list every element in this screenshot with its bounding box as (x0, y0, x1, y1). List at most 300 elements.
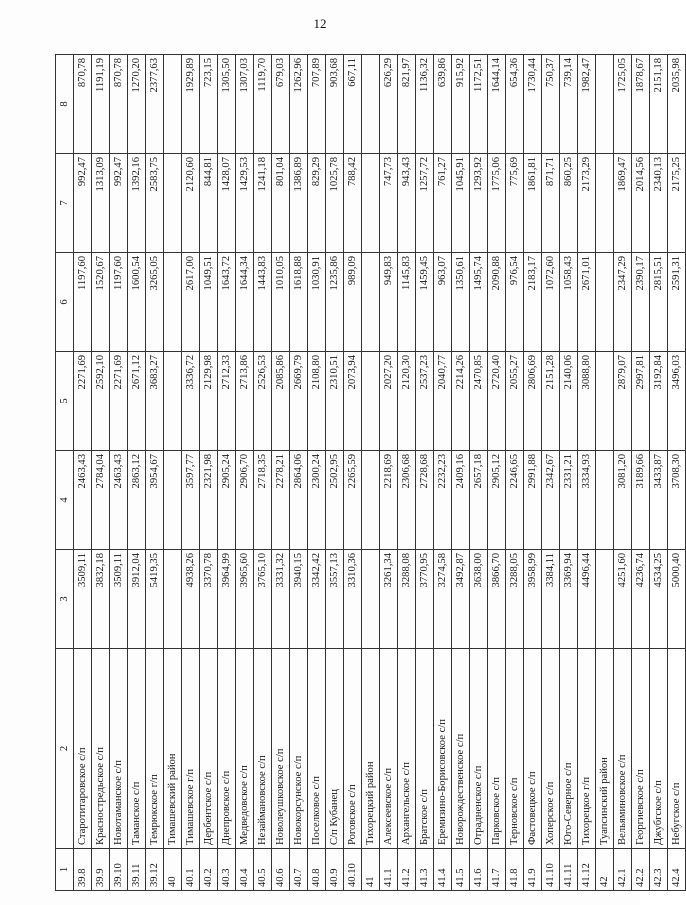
row-name-cell: Роговское с/п (344, 649, 362, 849)
value-cell-col8: 1725,05 (614, 55, 632, 154)
value-cell-col7 (596, 154, 614, 253)
value-cell-col5: 2669,79 (290, 352, 308, 451)
row-name-cell: Медведовское с/п (236, 649, 254, 849)
column-header: 5 (56, 352, 74, 451)
value-cell-col8: 1929,89 (182, 55, 200, 154)
value-cell-col6: 1350,61 (452, 253, 470, 352)
row-name-cell: Новотаманское с/п (110, 649, 128, 849)
value-cell-col6: 2591,31 (668, 253, 686, 352)
value-cell-col3: 3770,95 (416, 550, 434, 649)
value-cell-col5: 2271,69 (110, 352, 128, 451)
value-cell-col3: 4251,60 (614, 550, 632, 649)
value-cell-col5: 3192,84 (650, 352, 668, 451)
row-code-cell: 42.2 (632, 849, 650, 891)
value-cell-col5: 2470,85 (470, 352, 488, 451)
value-cell-col4: 3708,30 (668, 451, 686, 550)
value-cell-col4: 2905,24 (218, 451, 236, 550)
row-code-cell: 41.12 (578, 849, 596, 891)
row-code-cell: 40.7 (290, 849, 308, 891)
value-cell-col6 (362, 253, 380, 352)
value-cell-col3 (596, 550, 614, 649)
value-cell-col6: 1197,60 (110, 253, 128, 352)
table-row (596, 55, 614, 891)
value-cell-col4: 2265,59 (344, 451, 362, 550)
value-cell-col5: 2073,94 (344, 352, 362, 451)
row-code-cell: 40.10 (344, 849, 362, 891)
value-cell-col7: 2014,56 (632, 154, 650, 253)
value-cell-col3: 3964,99 (218, 550, 236, 649)
value-cell-col6 (164, 253, 182, 352)
row-name-cell: Еремизино-Борисовское с/п (434, 649, 452, 849)
value-cell-col8: 639,86 (434, 55, 452, 154)
table-row (632, 55, 650, 891)
column-header: 2 (56, 649, 74, 849)
value-cell-col6: 1495,74 (470, 253, 488, 352)
value-cell-col4: 2863,12 (128, 451, 146, 550)
value-cell-col6: 976,54 (506, 253, 524, 352)
value-cell-col8: 667,11 (344, 55, 362, 154)
table-row (488, 55, 506, 891)
value-cell-col8: 750,37 (542, 55, 560, 154)
value-cell-col6: 1459,45 (416, 253, 434, 352)
value-cell-col4: 2905,12 (488, 451, 506, 550)
value-cell-col5: 2712,33 (218, 352, 236, 451)
row-code-cell: 42.3 (650, 849, 668, 891)
value-cell-col5: 2214,26 (452, 352, 470, 451)
row-code-cell: 41.10 (542, 849, 560, 891)
value-cell-col6: 963,07 (434, 253, 452, 352)
value-cell-col4: 2321,98 (200, 451, 218, 550)
value-cell-col6 (596, 253, 614, 352)
row-name-cell: Отрадненское с/п (470, 649, 488, 849)
table-body (74, 55, 686, 891)
value-cell-col4: 2991,88 (524, 451, 542, 550)
value-cell-col7: 1045,91 (452, 154, 470, 253)
table-row (380, 55, 398, 891)
value-cell-col4 (362, 451, 380, 550)
row-code-cell: 39.12 (146, 849, 164, 891)
value-cell-col7: 775,69 (506, 154, 524, 253)
value-cell-col3 (362, 550, 380, 649)
value-cell-col6: 1145,83 (398, 253, 416, 352)
value-cell-col3: 3342,42 (308, 550, 326, 649)
value-cell-col3: 5000,40 (668, 550, 686, 649)
table-row (200, 55, 218, 891)
value-cell-col8 (362, 55, 380, 154)
value-cell-col4: 2278,21 (272, 451, 290, 550)
table-row (434, 55, 452, 891)
row-name-cell: Днепровское с/п (218, 649, 236, 849)
table-row (344, 55, 362, 891)
value-cell-col4: 2306,68 (398, 451, 416, 550)
value-cell-col7: 1293,92 (470, 154, 488, 253)
value-cell-col6: 2815,51 (650, 253, 668, 352)
value-cell-col8: 1270,20 (128, 55, 146, 154)
value-cell-col4: 3081,20 (614, 451, 632, 550)
value-cell-col6: 1443,83 (254, 253, 272, 352)
value-cell-col7: 829,29 (308, 154, 326, 253)
row-name-cell: Фастовецкое с/п (524, 649, 542, 849)
row-name-cell: Дербентское с/п (200, 649, 218, 849)
value-cell-col8: 679,03 (272, 55, 290, 154)
table-row (452, 55, 470, 891)
value-cell-col4: 3597,77 (182, 451, 200, 550)
row-name-cell: Хоперское с/п (542, 649, 560, 849)
table-row (74, 55, 92, 891)
row-code-cell: 39.8 (74, 849, 92, 891)
row-code-cell: 41.6 (470, 849, 488, 891)
table-row (110, 55, 128, 891)
row-name-cell: Тимашевский район (164, 649, 182, 849)
value-cell-col6: 989,09 (344, 253, 362, 352)
table-row (560, 55, 578, 891)
value-cell-col8: 915,92 (452, 55, 470, 154)
value-cell-col7: 1025,78 (326, 154, 344, 253)
row-code-cell: 42.4 (668, 849, 686, 891)
value-cell-col5: 2085,86 (272, 352, 290, 451)
value-cell-col6: 1072,60 (542, 253, 560, 352)
table-row (416, 55, 434, 891)
value-cell-col3: 3866,70 (488, 550, 506, 649)
value-cell-col3: 3912,04 (128, 550, 146, 649)
value-cell-col5: 2271,69 (74, 352, 92, 451)
table-row (362, 55, 380, 891)
value-cell-col7: 801,04 (272, 154, 290, 253)
value-cell-col3: 5419,35 (146, 550, 164, 649)
value-cell-col4 (596, 451, 614, 550)
value-cell-col5 (362, 352, 380, 451)
value-cell-col7: 1386,89 (290, 154, 308, 253)
column-header: 8 (56, 55, 74, 154)
value-cell-col7: 1775,06 (488, 154, 506, 253)
value-cell-col5: 2120,30 (398, 352, 416, 451)
row-name-cell: Георгиевское с/п (632, 649, 650, 849)
row-code-cell: 40.4 (236, 849, 254, 891)
row-name-cell: Туапсинский район (596, 649, 614, 849)
row-code-cell: 41.3 (416, 849, 434, 891)
row-name-cell: Тимашевское г/п (182, 649, 200, 849)
value-cell-col4: 3433,87 (650, 451, 668, 550)
row-code-cell: 40.2 (200, 849, 218, 891)
value-cell-col8: 1191,19 (92, 55, 110, 154)
value-cell-col4: 3334,93 (578, 451, 596, 550)
value-cell-col3: 3509,11 (110, 550, 128, 649)
value-cell-col7 (362, 154, 380, 253)
row-code-cell: 40.3 (218, 849, 236, 891)
value-cell-col4: 2218,69 (380, 451, 398, 550)
value-cell-col8: 1262,96 (290, 55, 308, 154)
value-cell-col7: 1428,07 (218, 154, 236, 253)
value-cell-col5: 2310,51 (326, 352, 344, 451)
value-cell-col3: 3261,34 (380, 550, 398, 649)
value-cell-col3: 3492,87 (452, 550, 470, 649)
value-cell-col5: 2806,69 (524, 352, 542, 451)
row-name-cell: Поселковое с/п (308, 649, 326, 849)
value-cell-col4: 2502,95 (326, 451, 344, 550)
table-row (542, 55, 560, 891)
table-row (182, 55, 200, 891)
row-name-cell: Новокорсунское с/п (290, 649, 308, 849)
value-cell-col7: 2173,29 (578, 154, 596, 253)
value-cell-col5 (164, 352, 182, 451)
value-cell-col6: 1644,34 (236, 253, 254, 352)
value-cell-col8: 870,78 (74, 55, 92, 154)
table-row (308, 55, 326, 891)
page-number: 12 (313, 16, 327, 31)
value-cell-col3: 3557,13 (326, 550, 344, 649)
value-cell-col7: 761,27 (434, 154, 452, 253)
row-name-cell: Старотитаровское с/п (74, 649, 92, 849)
value-cell-col3: 4236,74 (632, 550, 650, 649)
rotated-table-container (55, 55, 682, 891)
row-name-cell: Алексеевское с/п (380, 649, 398, 849)
value-cell-col6: 1618,88 (290, 253, 308, 352)
value-cell-col5: 2997,81 (632, 352, 650, 451)
table-row (272, 55, 290, 891)
value-cell-col5 (596, 352, 614, 451)
value-cell-col5: 3088,80 (578, 352, 596, 451)
value-cell-col7: 1392,16 (128, 154, 146, 253)
value-cell-col4: 2342,67 (542, 451, 560, 550)
row-code-cell: 40.9 (326, 849, 344, 891)
row-name-cell: Тихорецкое г/п (578, 649, 596, 849)
value-cell-col3: 3940,15 (290, 550, 308, 649)
table-row (236, 55, 254, 891)
row-name-cell: Архангельское с/п (398, 649, 416, 849)
value-cell-col5: 2108,80 (308, 352, 326, 451)
table-row (524, 55, 542, 891)
row-code-cell: 41.4 (434, 849, 452, 891)
value-cell-col3: 3638,00 (470, 550, 488, 649)
value-cell-col8: 654,36 (506, 55, 524, 154)
value-cell-col8: 2035,98 (668, 55, 686, 154)
value-cell-col5: 2713,86 (236, 352, 254, 451)
value-cell-col7: 2175,25 (668, 154, 686, 253)
value-cell-col4: 2718,35 (254, 451, 272, 550)
column-header: 6 (56, 253, 74, 352)
value-cell-col7: 2583,75 (146, 154, 164, 253)
value-cell-col3: 3965,60 (236, 550, 254, 649)
value-cell-col8: 1982,47 (578, 55, 596, 154)
column-header: 1 (56, 849, 74, 891)
value-cell-col4 (164, 451, 182, 550)
column-header: 3 (56, 550, 74, 649)
table-row (326, 55, 344, 891)
value-cell-col3: 3509,11 (74, 550, 92, 649)
row-name-cell: С/п Кубанец (326, 649, 344, 849)
table-row (218, 55, 236, 891)
value-cell-col4: 2232,23 (434, 451, 452, 550)
tariff-table (55, 54, 686, 891)
row-code-cell: 42 (596, 849, 614, 891)
value-cell-col6: 2390,17 (632, 253, 650, 352)
value-cell-col5: 2537,23 (416, 352, 434, 451)
row-name-cell: Тихорецкий район (362, 649, 380, 849)
value-cell-col4: 3954,67 (146, 451, 164, 550)
value-cell-col8: 1307,03 (236, 55, 254, 154)
table-row (398, 55, 416, 891)
value-cell-col3: 3288,05 (506, 550, 524, 649)
row-name-cell: Незаймановское с/п (254, 649, 272, 849)
value-cell-col7: 788,42 (344, 154, 362, 253)
value-cell-col8: 1305,50 (218, 55, 236, 154)
row-code-cell: 39.9 (92, 849, 110, 891)
value-cell-col4: 2864,06 (290, 451, 308, 550)
value-cell-col8: 1119,70 (254, 55, 272, 154)
value-cell-col6: 3265,05 (146, 253, 164, 352)
row-code-cell: 41.2 (398, 849, 416, 891)
value-cell-col5: 2040,77 (434, 352, 452, 451)
value-cell-col5: 2151,28 (542, 352, 560, 451)
table-row (254, 55, 272, 891)
value-cell-col8: 870,78 (110, 55, 128, 154)
value-cell-col8: 2151,18 (650, 55, 668, 154)
value-cell-col6: 1643,72 (218, 253, 236, 352)
value-cell-col4: 2409,16 (452, 451, 470, 550)
value-cell-col3: 3288,08 (398, 550, 416, 649)
value-cell-col8: 2377,63 (146, 55, 164, 154)
value-cell-col5: 2879,07 (614, 352, 632, 451)
value-cell-col5: 2526,53 (254, 352, 272, 451)
row-name-cell: Вельяминовское с/п (614, 649, 632, 849)
value-cell-col6: 1600,54 (128, 253, 146, 352)
value-cell-col7: 992,47 (110, 154, 128, 253)
value-cell-col7: 2340,13 (650, 154, 668, 253)
value-cell-col8: 903,68 (326, 55, 344, 154)
value-cell-col5: 2720,40 (488, 352, 506, 451)
value-cell-col8 (164, 55, 182, 154)
value-cell-col7: 1241,18 (254, 154, 272, 253)
value-cell-col3: 3384,11 (542, 550, 560, 649)
value-cell-col6: 1520,67 (92, 253, 110, 352)
row-name-cell: Небугское с/п (668, 649, 686, 849)
value-cell-col4: 2463,43 (74, 451, 92, 550)
value-cell-col4: 2657,18 (470, 451, 488, 550)
value-cell-col8: 626,29 (380, 55, 398, 154)
row-code-cell: 42.1 (614, 849, 632, 891)
value-cell-col6: 1010,05 (272, 253, 290, 352)
row-code-cell: 40.1 (182, 849, 200, 891)
row-code-cell: 41 (362, 849, 380, 891)
value-cell-col6: 1058,43 (560, 253, 578, 352)
row-name-cell: Темрюкское г/п (146, 649, 164, 849)
row-name-cell: Юго-Северное с/п (560, 649, 578, 849)
row-code-cell: 41.1 (380, 849, 398, 891)
value-cell-col7: 943,43 (398, 154, 416, 253)
value-cell-col3: 4938,26 (182, 550, 200, 649)
table-row (614, 55, 632, 891)
row-code-cell: 39.11 (128, 849, 146, 891)
value-cell-col8: 1644,14 (488, 55, 506, 154)
value-cell-col6: 1197,60 (74, 253, 92, 352)
value-cell-col5: 2027,20 (380, 352, 398, 451)
value-cell-col5: 3336,72 (182, 352, 200, 451)
column-header: 7 (56, 154, 74, 253)
value-cell-col7 (164, 154, 182, 253)
row-code-cell: 40.8 (308, 849, 326, 891)
value-cell-col4: 2300,24 (308, 451, 326, 550)
value-cell-col8: 707,89 (308, 55, 326, 154)
value-cell-col8: 1136,32 (416, 55, 434, 154)
value-cell-col8: 1730,44 (524, 55, 542, 154)
row-name-cell: Терновское с/п (506, 649, 524, 849)
value-cell-col8: 1172,51 (470, 55, 488, 154)
value-cell-col7: 1313,09 (92, 154, 110, 253)
value-cell-col6: 2183,17 (524, 253, 542, 352)
value-cell-col5: 2140,06 (560, 352, 578, 451)
value-cell-col3: 3331,32 (272, 550, 290, 649)
value-cell-col8 (596, 55, 614, 154)
value-cell-col3: 3765,10 (254, 550, 272, 649)
value-cell-col3 (164, 550, 182, 649)
table-row (650, 55, 668, 891)
value-cell-col5: 3496,03 (668, 352, 686, 451)
value-cell-col5: 2671,12 (128, 352, 146, 451)
value-cell-col4: 2463,43 (110, 451, 128, 550)
row-code-cell: 41.5 (452, 849, 470, 891)
value-cell-col8: 1878,67 (632, 55, 650, 154)
value-cell-col5: 2055,27 (506, 352, 524, 451)
value-cell-col3: 3274,58 (434, 550, 452, 649)
table-row (578, 55, 596, 891)
value-cell-col8: 723,15 (200, 55, 218, 154)
rotated-table-frame (55, 55, 682, 891)
value-cell-col5: 2129,98 (200, 352, 218, 451)
value-cell-col4: 3189,66 (632, 451, 650, 550)
row-name-cell: Таманское с/п (128, 649, 146, 849)
value-cell-col6: 2347,29 (614, 253, 632, 352)
value-cell-col6: 2090,88 (488, 253, 506, 352)
value-cell-col6: 2671,01 (578, 253, 596, 352)
value-cell-col3: 3958,99 (524, 550, 542, 649)
row-code-cell: 41.7 (488, 849, 506, 891)
value-cell-col5: 2592,10 (92, 352, 110, 451)
row-name-cell: Джубгское с/п (650, 649, 668, 849)
value-cell-col7: 747,73 (380, 154, 398, 253)
value-cell-col3: 3310,36 (344, 550, 362, 649)
row-name-cell: Братское с/п (416, 649, 434, 849)
value-cell-col4: 2784,04 (92, 451, 110, 550)
value-cell-col7: 1257,72 (416, 154, 434, 253)
value-cell-col8: 739,14 (560, 55, 578, 154)
value-cell-col6: 2617,00 (182, 253, 200, 352)
table-row (146, 55, 164, 891)
value-cell-col7: 2120,60 (182, 154, 200, 253)
value-cell-col3: 4496,44 (578, 550, 596, 649)
value-cell-col3: 3832,18 (92, 550, 110, 649)
row-name-cell: Новорождественское с/п (452, 649, 470, 849)
row-name-cell: Новолеушковское с/п (272, 649, 290, 849)
table-row (668, 55, 686, 891)
value-cell-col5: 3683,27 (146, 352, 164, 451)
value-cell-col7: 1429,53 (236, 154, 254, 253)
value-cell-col3: 4534,25 (650, 550, 668, 649)
value-cell-col7: 992,47 (74, 154, 92, 253)
value-cell-col7: 1861,81 (524, 154, 542, 253)
table-row (164, 55, 182, 891)
value-cell-col6: 949,83 (380, 253, 398, 352)
column-header: 4 (56, 451, 74, 550)
row-code-cell: 41.11 (560, 849, 578, 891)
row-code-cell: 41.9 (524, 849, 542, 891)
table-row (506, 55, 524, 891)
value-cell-col3: 3369,94 (560, 550, 578, 649)
value-cell-col3: 3370,78 (200, 550, 218, 649)
row-code-cell: 39.10 (110, 849, 128, 891)
value-cell-col7: 1869,47 (614, 154, 632, 253)
value-cell-col4: 2331,21 (560, 451, 578, 550)
row-code-cell: 40 (164, 849, 182, 891)
